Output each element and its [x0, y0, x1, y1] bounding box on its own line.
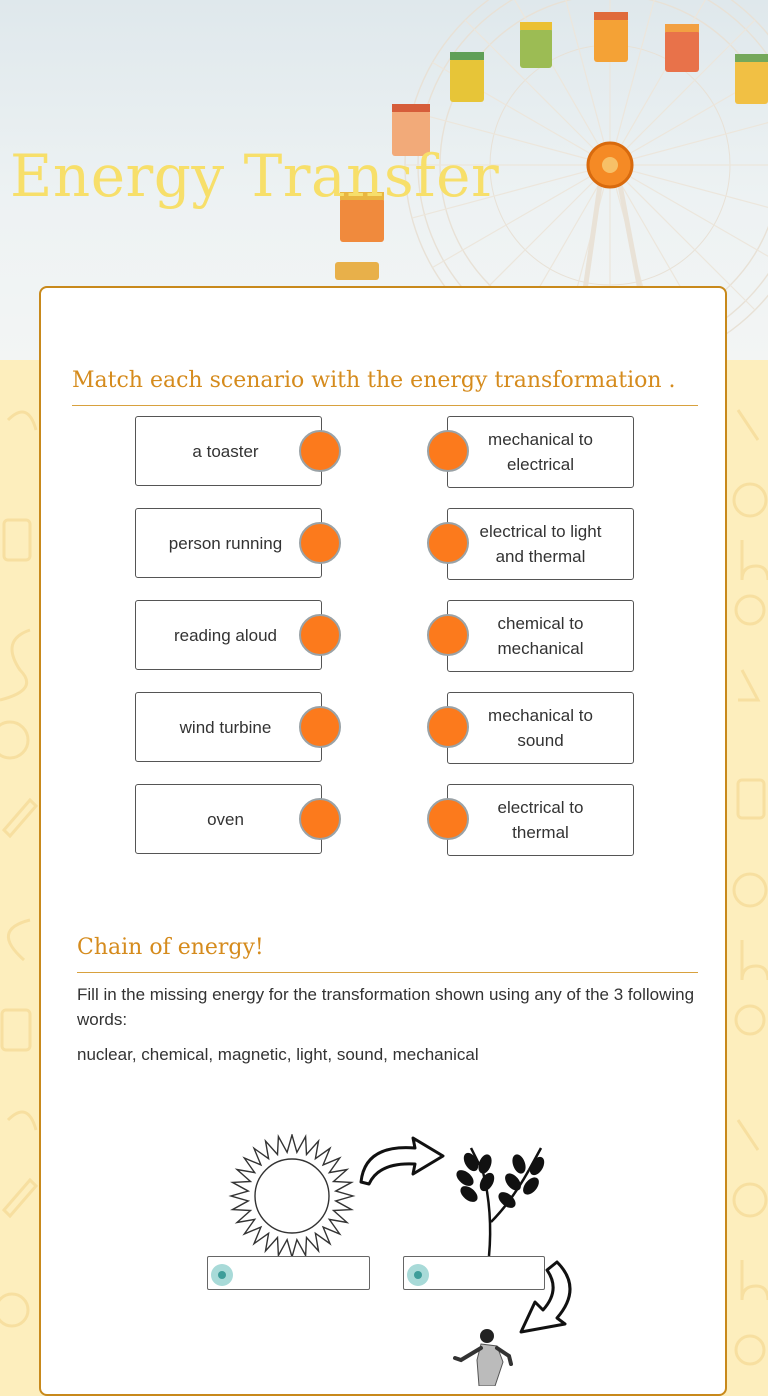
- match-left-item[interactable]: wind turbine: [135, 692, 322, 762]
- worksheet-card: [39, 286, 727, 1396]
- match-right-item[interactable]: mechanical to sound: [447, 692, 634, 764]
- match-left-item[interactable]: oven: [135, 784, 322, 854]
- matching-section-divider: [72, 405, 698, 406]
- curved-arrow-icon: [355, 1134, 447, 1186]
- energy-blank-1[interactable]: [207, 1256, 370, 1290]
- chain-section-divider: [77, 972, 698, 973]
- match-right-connector-dot[interactable]: [427, 430, 469, 472]
- word-bank: nuclear, chemical, magnetic, light, sound, mechanical: [77, 1045, 479, 1064]
- page-title: Energy Transfer: [10, 142, 500, 210]
- decorative-pattern-left: [0, 360, 40, 1380]
- match-left-item[interactable]: person running: [135, 508, 322, 578]
- chain-section-title: Chain of energy!: [77, 935, 264, 960]
- match-left-connector-dot[interactable]: [299, 522, 341, 564]
- chain-instructions: Fill in the missing energy for the transformation shown using any of the 3 following words:: [77, 985, 695, 1029]
- running-person-icon: [451, 1326, 521, 1386]
- matching-section-title: Match each scenario with the energy transformation .: [72, 368, 676, 393]
- match-right-connector-dot[interactable]: [427, 614, 469, 656]
- match-right-item[interactable]: mechanical to electrical: [447, 416, 634, 488]
- sun-icon: [227, 1134, 357, 1258]
- decorative-pattern-right: [728, 360, 768, 1380]
- match-right-item[interactable]: electrical to thermal: [447, 784, 634, 856]
- match-right-connector-dot[interactable]: [427, 706, 469, 748]
- answer-marker-icon: [211, 1264, 233, 1286]
- match-left-connector-dot[interactable]: [299, 430, 341, 472]
- match-left-item[interactable]: a toaster: [135, 416, 322, 486]
- match-right-connector-dot[interactable]: [427, 522, 469, 564]
- match-right-item[interactable]: chemical to mechanical: [447, 600, 634, 672]
- wheat-icon: [441, 1142, 551, 1258]
- answer-marker-icon: [407, 1264, 429, 1286]
- match-left-connector-dot[interactable]: [299, 798, 341, 840]
- energy-blank-1-input[interactable]: [238, 1259, 367, 1289]
- match-left-item[interactable]: reading aloud: [135, 600, 322, 670]
- match-left-connector-dot[interactable]: [299, 706, 341, 748]
- curved-arrow-icon: [513, 1258, 587, 1338]
- match-left-connector-dot[interactable]: [299, 614, 341, 656]
- match-right-item[interactable]: electrical to light and thermal: [447, 508, 634, 580]
- match-right-connector-dot[interactable]: [427, 798, 469, 840]
